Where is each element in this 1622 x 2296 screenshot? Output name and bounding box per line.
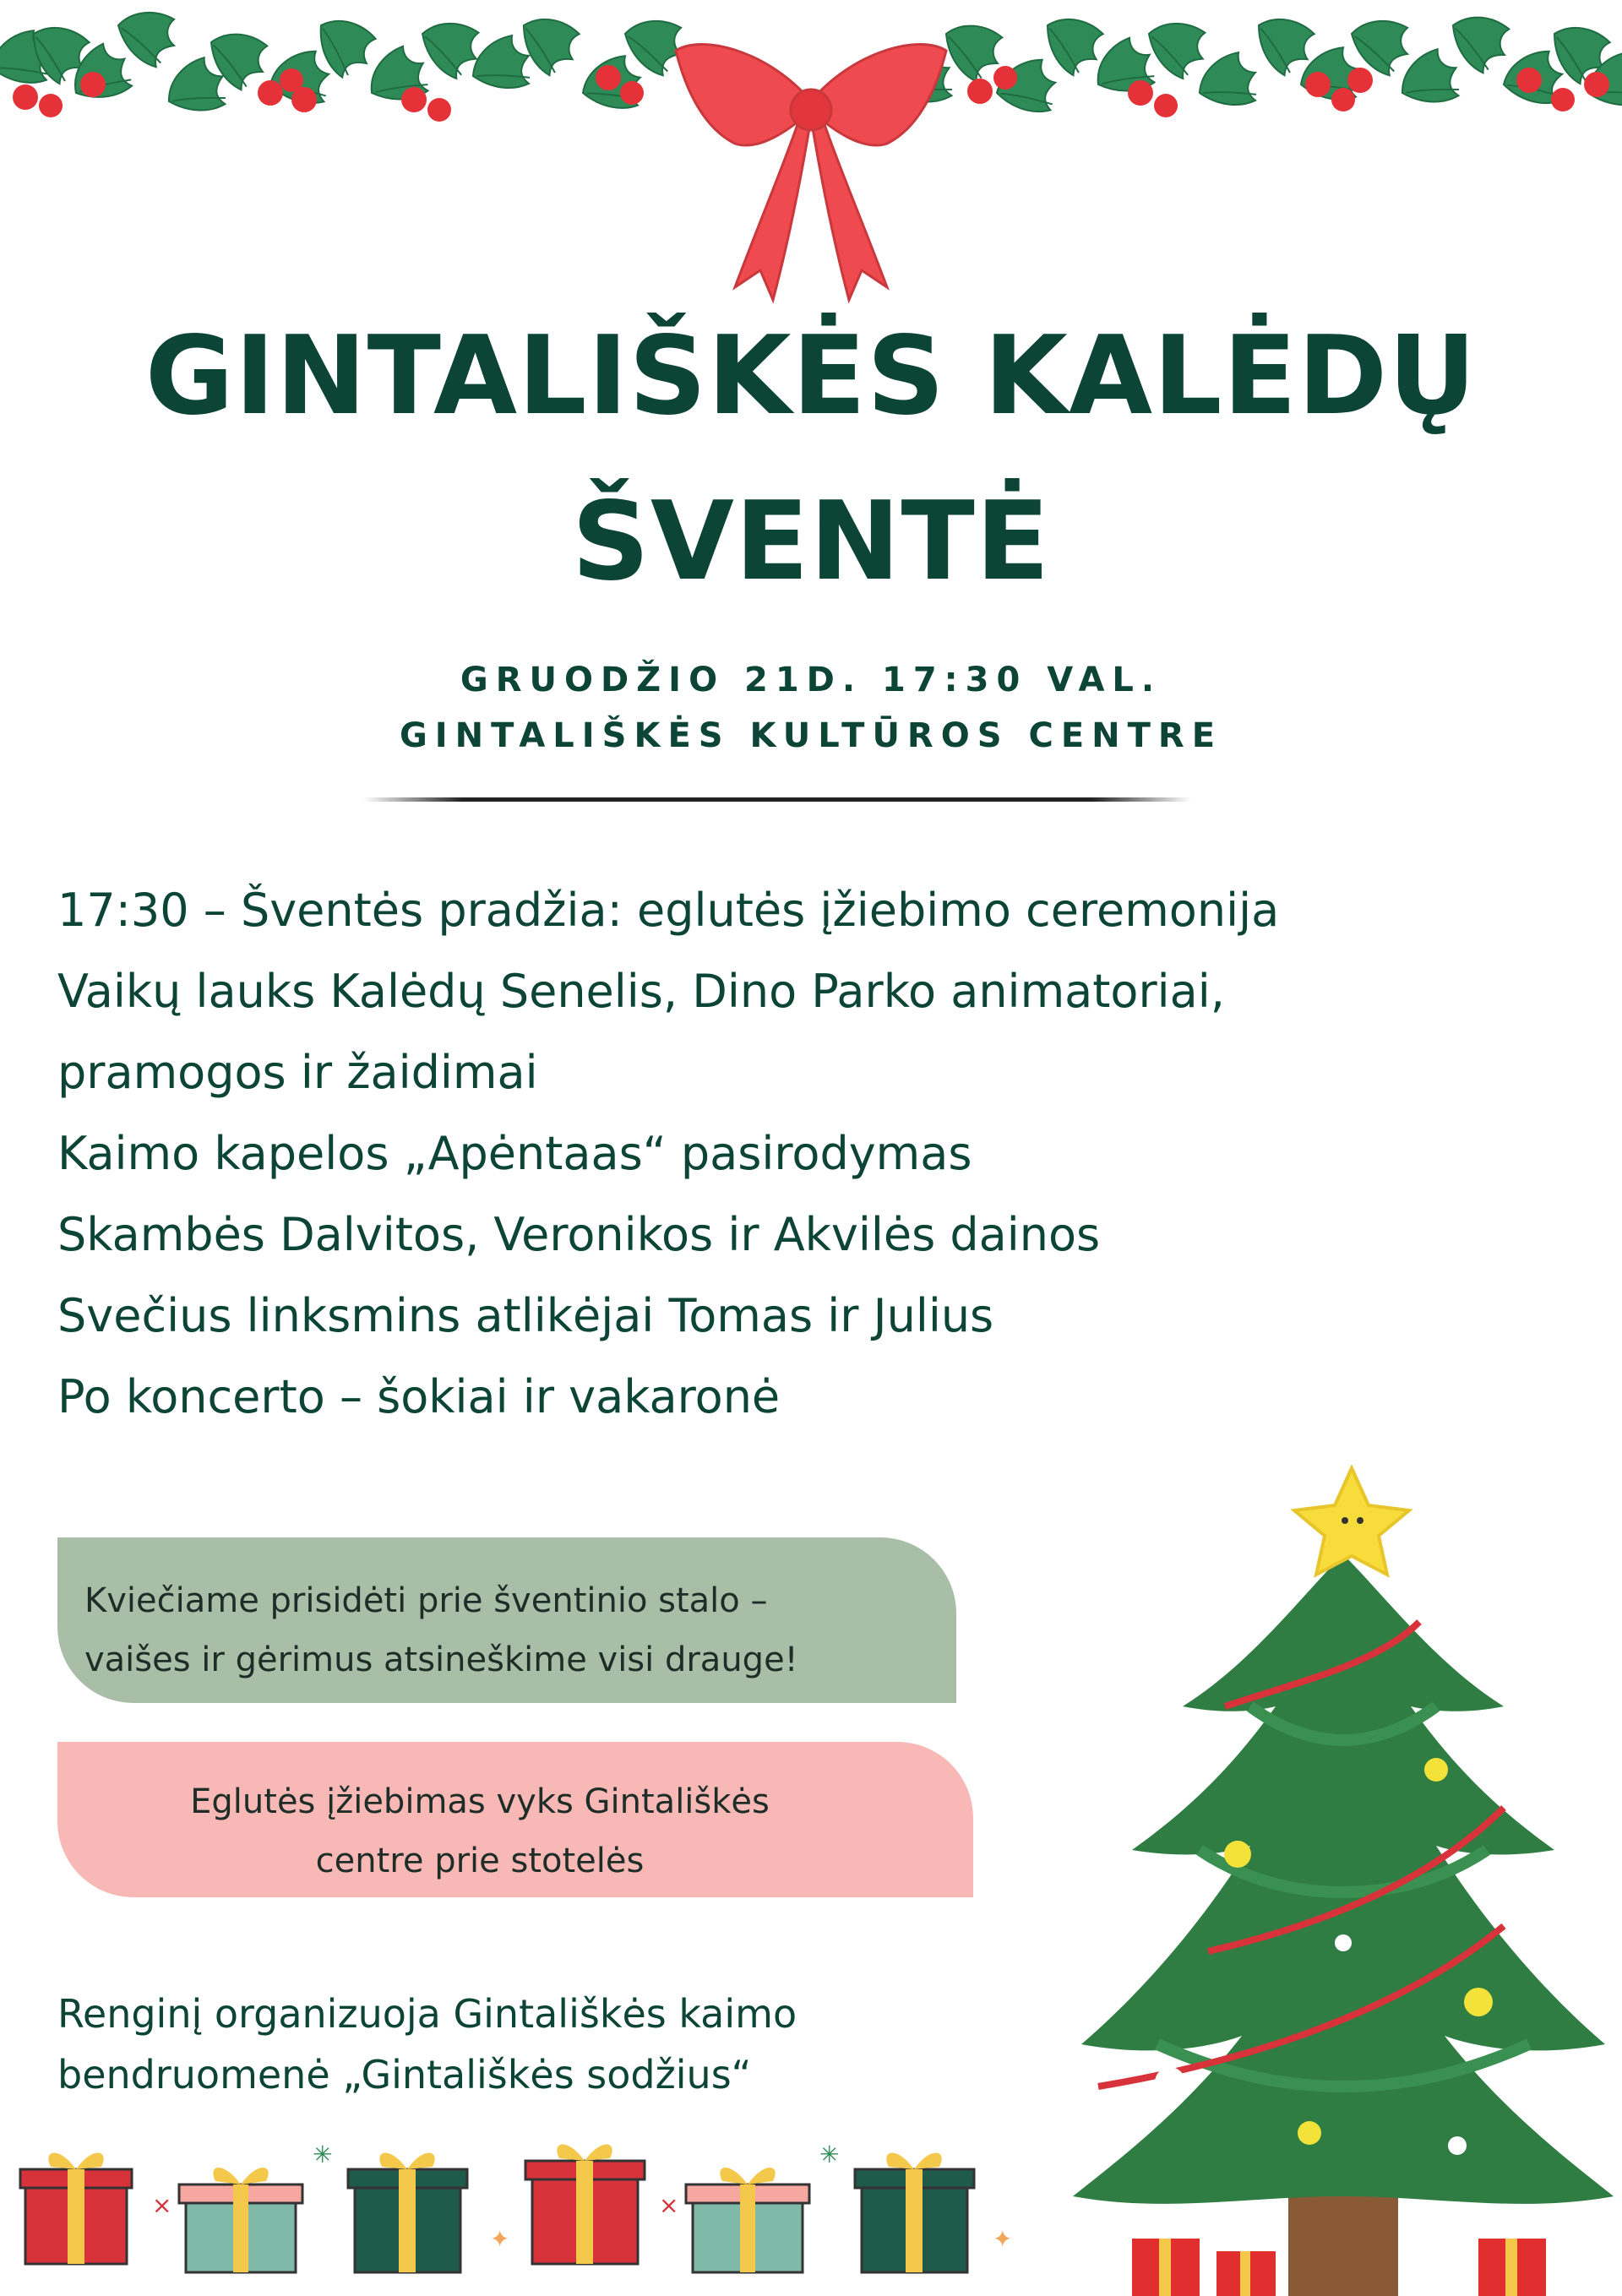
gift-row [0, 2129, 1064, 2296]
event-date: GRUODŽIO 21D. 17:30 VAL. [460, 661, 1162, 699]
svg-text:×: × [659, 2191, 679, 2219]
schedule-item: pramogos ir žaidimai [57, 1046, 538, 1099]
gift-box-icon [855, 2152, 974, 2272]
star-icon [1294, 1468, 1409, 1575]
organizer-line1: Renginį organizuoja Gintališkės kaimo [57, 1991, 797, 2037]
svg-text:✳: ✳ [313, 2141, 333, 2168]
svg-text:✳: ✳ [819, 2141, 840, 2168]
notice-pink-line1: Eglutės įžiebimas vyks Gintališkės [190, 1782, 770, 1821]
schedule-item: Svečius linksmins atlikėjai Tomas ir Julius [57, 1289, 994, 1342]
gift-box-icon [179, 2168, 302, 2272]
event-title-line2: ŠVENTĖ [571, 479, 1051, 605]
event-venue: GINTALIŠKĖS KULTŪROS CENTRE [399, 716, 1223, 755]
ribbon-bow-icon [667, 17, 955, 304]
divider [363, 797, 1191, 802]
gift-box-icon [348, 2152, 467, 2272]
schedule-list [57, 870, 1544, 1438]
event-title-line1: GINTALIŠKĖS KALĖDŲ [144, 313, 1478, 439]
schedule-item: Skambės Dalvitos, Veronikos ir Akvilės dainos [57, 1208, 1101, 1261]
notice-green-line1: Kviečiame prisidėti prie šventinio stalo – [84, 1581, 768, 1620]
gift-box-icon [525, 2144, 645, 2264]
svg-text:✦: ✦ [490, 2225, 510, 2253]
schedule-item: Po koncerto – šokiai ir vakaronė [57, 1370, 781, 1423]
svg-text:×: × [152, 2191, 172, 2219]
notice-green-line2: vaišes ir gėrimus atsineškime visi drauge! [84, 1640, 798, 1679]
notice-green [57, 1537, 956, 1703]
gift-box-icon [686, 2168, 809, 2272]
notice-pink [57, 1742, 973, 1897]
christmas-tree-icon [1064, 1453, 1622, 2296]
organizer-text [57, 1983, 797, 2105]
notice-pink-line2: centre prie stotelės [315, 1842, 645, 1880]
organizer-line2: bendruomenė „Gintališkės sodžius“ [57, 2052, 752, 2097]
schedule-item: Vaikų lauks Kalėdų Senelis, Dino Parko animatoriai, [57, 965, 1225, 1018]
svg-text:✦: ✦ [993, 2225, 1013, 2253]
schedule-item: Kaimo kapelos „Apėntaas“ pasirodymas [57, 1127, 972, 1180]
schedule-item: 17:30 – Šventės pradžia: eglutės įžiebimo ceremonija [57, 884, 1280, 937]
gift-box-icon [20, 2152, 132, 2264]
